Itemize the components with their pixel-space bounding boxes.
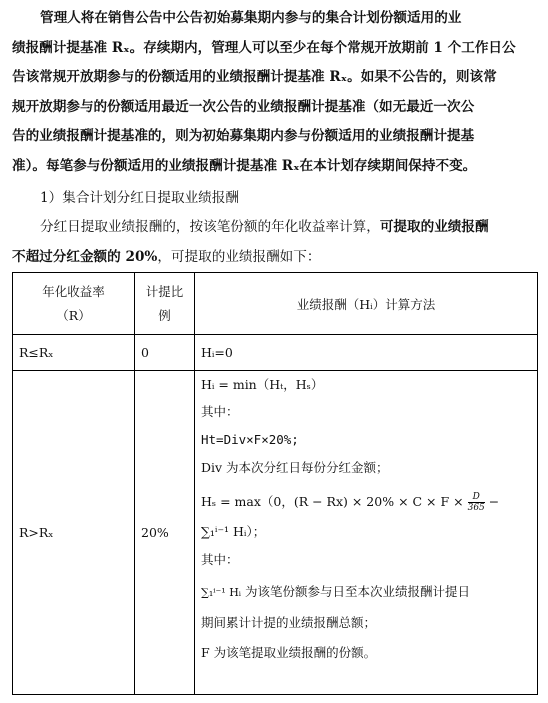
method-text: 其中： xyxy=(201,404,239,419)
body-text-bold: 可提取的业绩报酬 xyxy=(379,219,489,235)
cell-rate: R>Rₓ xyxy=(13,371,135,695)
body-paragraph xyxy=(12,213,540,272)
cell-ratio: 0 xyxy=(135,335,195,371)
method-text: Div 为本次分红日每份分红金额； xyxy=(201,460,389,475)
table-row xyxy=(13,371,538,695)
section-title xyxy=(12,184,540,214)
intro-line: 告的业绩报酬计提基准的，则为初始募集期内参与份额适用的业绩报酬计提基 xyxy=(12,128,475,144)
intro-line: 告该常规开放期参与的份额适用的业绩报酬计提基准 Rₓ。如果不公告的，则该常 xyxy=(12,69,497,85)
performance-fee-table xyxy=(12,272,538,695)
minus-sign: − xyxy=(488,494,500,509)
method-line-sum xyxy=(201,580,531,605)
intro-line: 管理人将在销售公告中公告初始募集期内参与的集合计划份额适用的业 xyxy=(40,10,462,26)
method-text: 为该笔份额参与日至本次业绩报酬计提日 xyxy=(244,584,470,599)
header-ratio xyxy=(135,273,195,335)
header-annual-return xyxy=(13,273,135,335)
formula-line: Hᵢ = min（Hₜ，Hₛ） xyxy=(201,377,324,392)
intro-line: 准）。每笔参与份额适用的业绩报酬计提基准 Rₓ在本计划存续期间保持不变。 xyxy=(12,157,477,174)
body-text-normal: ，可提取的业绩报酬如下： xyxy=(157,248,321,265)
table-row xyxy=(13,335,538,371)
method-text: Ht=Div×F×20%; xyxy=(201,432,299,447)
header-method xyxy=(195,273,538,335)
header-text: 例 xyxy=(158,307,171,323)
formula-line xyxy=(201,490,531,514)
method-text: 期间累计计提的业绩报酬总额； xyxy=(201,615,377,630)
body-line-2 xyxy=(12,243,540,273)
formula-hs: Hₛ = max（0，(R − Rx) × 20% × C × F × xyxy=(201,494,464,509)
intro-line: 绩报酬计提基准 Rₓ。存续期内，管理人可以至少在每个常规开放期前 1 个工作日公 xyxy=(12,39,516,56)
intro-paragraph xyxy=(12,4,540,181)
body-text-normal: 分红日提取业绩报酬的，按该笔份额的年化收益率计算， xyxy=(40,219,380,235)
cell-ratio: 20% xyxy=(135,371,195,695)
body-text-bold: 不超过分红金额的 20% xyxy=(12,248,158,265)
cell-method xyxy=(195,371,538,695)
table-header-row xyxy=(13,273,538,335)
fraction xyxy=(468,492,485,513)
sum-symbol: ∑₁ⁱ⁻¹ Hᵢ xyxy=(201,586,241,599)
header-text: （R） xyxy=(56,307,91,323)
formula-line: ∑₁ⁱ⁻¹ Hᵢ）； xyxy=(201,524,266,539)
header-text: 年化收益率 xyxy=(42,283,105,299)
cell-rate: R≤Rₓ xyxy=(13,335,135,371)
fraction-denominator: 365 xyxy=(467,503,485,513)
fraction-numerator: D xyxy=(468,492,485,503)
cell-method: Hᵢ=0 xyxy=(195,335,538,371)
header-text: 计提比 xyxy=(145,283,184,299)
method-text: F 为该笔提取业绩报酬的份额。 xyxy=(201,645,377,660)
method-text: 其中： xyxy=(201,552,239,567)
header-text: 业绩报酬（Hᵢ）计算方法 xyxy=(296,296,436,312)
intro-line: 规开放期参与的份额适用最近一次公告的业绩报酬计提基准（如无最近一次公 xyxy=(12,98,475,115)
body-line-1 xyxy=(12,213,540,243)
section-title-text: 1）集合计划分红日提取业绩报酬 xyxy=(40,190,239,206)
